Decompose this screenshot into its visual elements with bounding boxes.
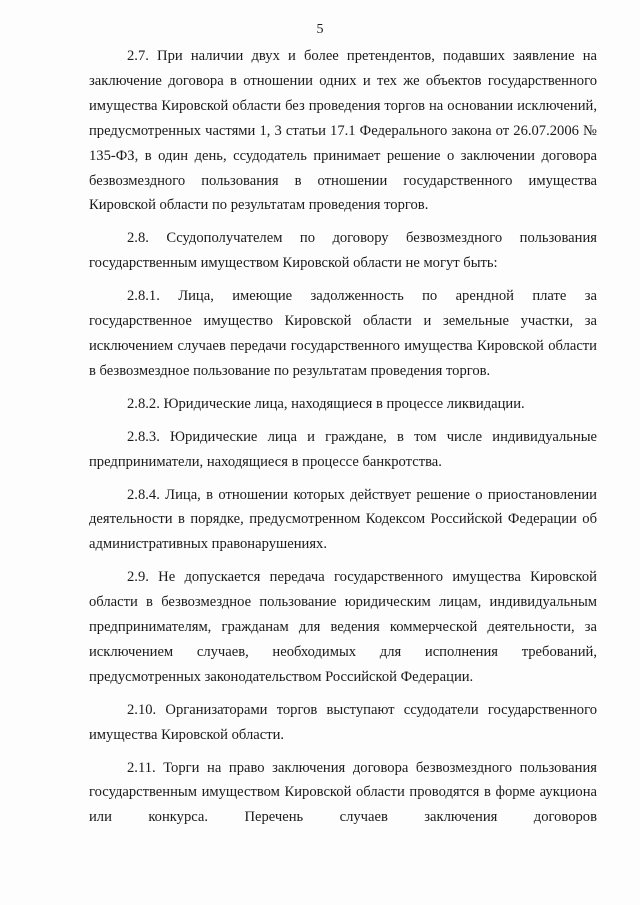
paragraph-2-8-1: 2.8.1. Лица, имеющие задолженность по арендной плате за государственное имущество Кировской области и земельные участки, за исключением случаев передачи государственного имущества Кировской области в безвозмездное пользование по результатам проведения торгов. [89, 288, 597, 379]
paragraph-2-7: 2.7. При наличии двух и более претендентов, подавших заявление на заключение договора в отношении одних и тех же объектов государственного имущества Кировской области без проведения торгов на основании исключений, предусмотренных частями 1, 3 статьи 17.1 Федерального закона от 26.07.2006 № 135-ФЗ, в один день, ссудодатель принимает решение о заключении договора безвозмездного пользования в отношении государственного имущества Кировской области по результатам проведения торгов. [89, 48, 597, 214]
paragraph-2-8-2: 2.8.2. Юридические лица, находящиеся в процессе ликвидации. [127, 395, 525, 412]
paragraph-2-8: 2.8. Ссудополучателем по договору безвозмездного пользования государственным имуществом Кировской области не могут быть: [89, 230, 597, 272]
paragraph-2-10: 2.10. Организаторами торгов выступают ссудодатели государственного имущества Кировской области. [89, 701, 597, 743]
paragraph-2-11: 2.11. Торги на право заключения договора безвозмездного пользования государственным имуществом Кировской области проводятся в форме аукциона или конкурса. Перечень случаев заключения договоров [89, 759, 597, 826]
document-body [89, 44, 597, 830]
paragraph-2-8-3: 2.8.3. Юридические лица и граждане, в том числе индивидуальные предприниматели, находящиеся в процессе банкротства. [89, 428, 597, 470]
page-number: 5 [316, 22, 324, 37]
paragraph-2-8-4: 2.8.4. Лица, в отношении которых действует решение о приостановлении деятельности в порядке, предусмотренном Кодексом Российской Федерации об административных правонарушениях. [89, 486, 597, 553]
paragraph-2-9: 2.9. Не допускается передача государственного имущества Кировской области в безвозмездное пользование юридическим лицам, индивидуальным предпринимателям, гражданам для ведения коммерческой деятельности, за исключением случаев, необходимых для исполнения требований, предусмотренных законодательством Российской Федерации. [89, 569, 597, 685]
